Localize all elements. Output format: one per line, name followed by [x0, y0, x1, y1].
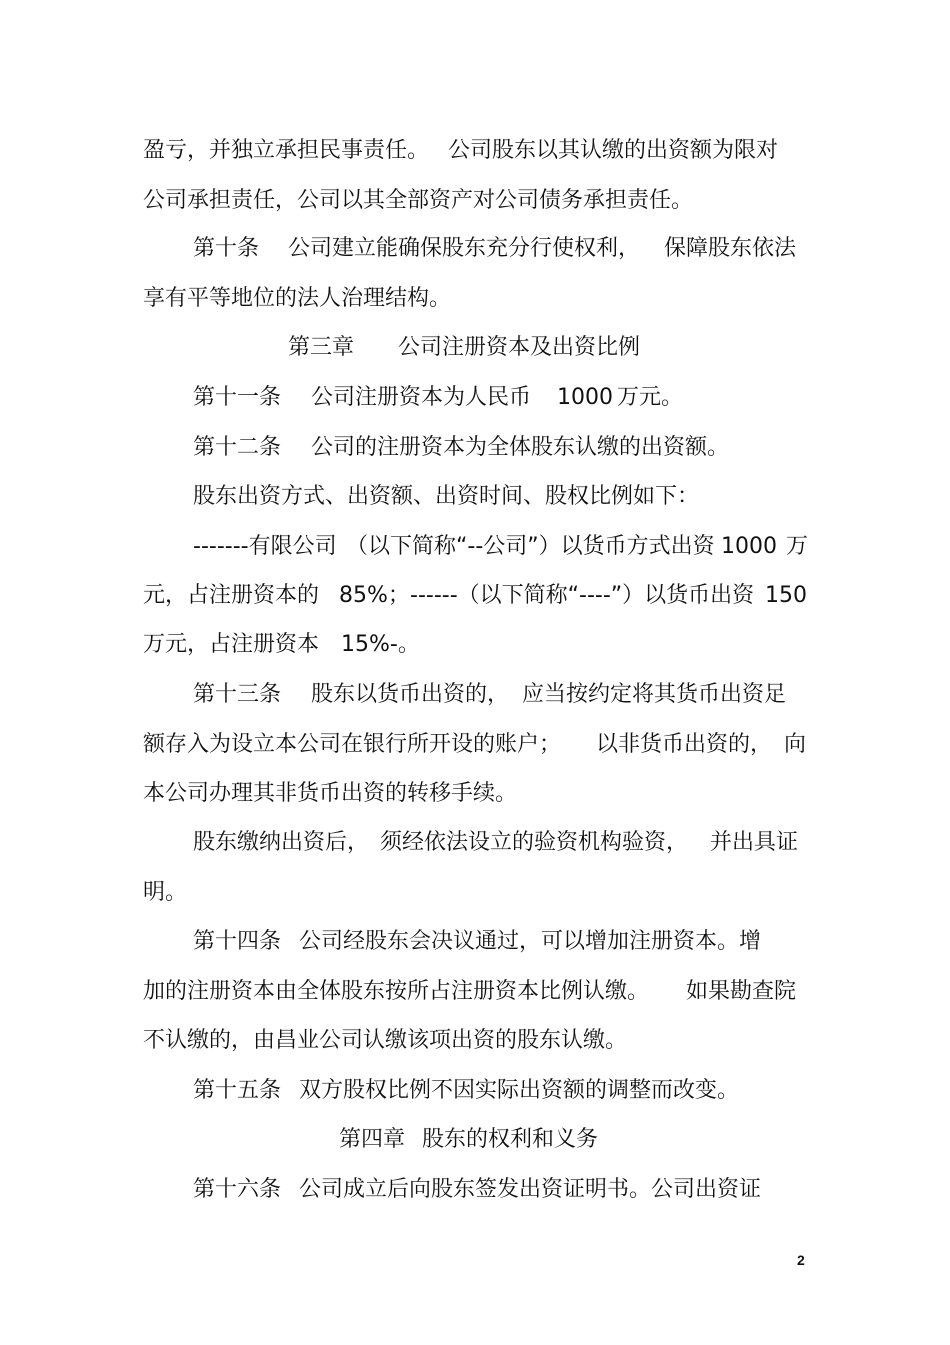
text-line	[0, 428, 950, 468]
text-line	[0, 527, 950, 567]
text-line	[0, 1021, 950, 1061]
text-segment: 1000	[557, 385, 613, 410]
text-segment: 保障股东依法	[664, 236, 797, 261]
text-segment: 公司经股东会决议通过，可以增加注册资本。增	[299, 929, 762, 954]
text-segment: 盈亏，并独立承担民事责任。	[143, 138, 430, 163]
text-line	[0, 477, 950, 517]
chapter-number: 第四章	[339, 1127, 406, 1152]
text-line	[0, 378, 950, 418]
text-segment: 应当按约定将其货币出资足	[522, 682, 787, 707]
chapter-title: 股东的权利和义务	[422, 1127, 599, 1152]
text-segment: 双方股权比例不因实际出资额的调整而改变。	[299, 1078, 740, 1103]
text-line	[0, 972, 950, 1012]
text-segment: 向	[784, 732, 807, 757]
text-segment: 股东缴纳出资后，	[193, 830, 370, 855]
text-segment: 享有平等地位的法人治理结构。	[143, 286, 452, 311]
text-line	[0, 181, 950, 221]
text-line	[0, 279, 950, 319]
text-segment: 公司成立后向股东签发出资证明书。公司出资证	[299, 1177, 762, 1202]
text-line	[0, 675, 950, 715]
text-segment: 如果勘查院	[686, 979, 797, 1004]
text-segment: -------有限公司	[193, 534, 337, 559]
text-segment: 不认缴的，由昌业公司认缴该项出资的股东认缴。	[143, 1028, 628, 1053]
article-number: 第十五条	[193, 1078, 282, 1103]
text-segment: 额存入为设立本公司在银行所开设的账户；	[143, 732, 562, 757]
article-number: 第十条	[193, 236, 260, 261]
chapter-heading	[0, 328, 950, 368]
text-segment: 公司股东以其认缴的出资额为限对	[448, 138, 779, 163]
text-line	[0, 922, 950, 962]
text-segment: 并出具证	[710, 830, 799, 855]
text-segment: 万元，占注册资本	[143, 632, 320, 657]
text-line	[0, 131, 950, 171]
text-segment: 公司的注册资本为全体股东认缴的出资额。	[311, 435, 730, 460]
article-number: 第十一条	[193, 385, 282, 410]
text-segment: 加的注册资本由全体股东按所占注册资本比例认缴。	[143, 979, 650, 1004]
text-segment: 本公司办理其非货币出资的转移手续。	[143, 781, 518, 806]
text-segment: 以非货币出资的，	[596, 732, 773, 757]
text-line	[0, 1170, 950, 1210]
text-segment: 150	[765, 583, 807, 608]
text-line	[0, 823, 950, 863]
text-segment: 公司建立能确保股东充分行使权利，	[288, 236, 641, 261]
article-number: 第十二条	[193, 435, 282, 460]
chapter-heading	[0, 1120, 950, 1160]
text-line	[0, 774, 950, 814]
text-segment: 1000	[721, 534, 777, 559]
text-segment: 元，占注册资本的	[143, 583, 320, 608]
text-line	[0, 625, 950, 665]
text-segment: 明。	[143, 880, 188, 905]
text-segment: ------（以下简称“----”）以货币出资	[410, 583, 755, 608]
text-segment: 万	[786, 534, 809, 559]
page-number: 2	[797, 1252, 805, 1268]
text-line	[0, 576, 950, 616]
chapter-number: 第三章	[288, 335, 355, 360]
text-line	[0, 725, 950, 765]
text-segment: 须经依法设立的验资机构验资，	[380, 830, 689, 855]
text-segment: 股东以货币出资的，	[311, 682, 510, 707]
article-number: 第十三条	[193, 682, 282, 707]
text-segment: 股东出资方式、出资额、出资时间、股权比例如下：	[193, 484, 700, 509]
chapter-title: 公司注册资本及出资比例	[398, 335, 641, 360]
text-segment: 公司注册资本为人民币	[311, 385, 532, 410]
text-line	[0, 229, 950, 269]
text-segment: 15%-。	[341, 632, 420, 657]
text-segment: 85%；	[339, 583, 410, 608]
text-segment: （以下简称“--公司”）以货币方式出资	[346, 534, 715, 559]
article-number: 第十六条	[193, 1177, 282, 1202]
text-line	[0, 1071, 950, 1111]
text-line	[0, 873, 950, 913]
text-segment: 万元。	[617, 385, 684, 410]
text-segment: 公司承担责任，公司以其全部资产对公司债务承担责任。	[143, 188, 694, 213]
article-number: 第十四条	[193, 929, 282, 954]
